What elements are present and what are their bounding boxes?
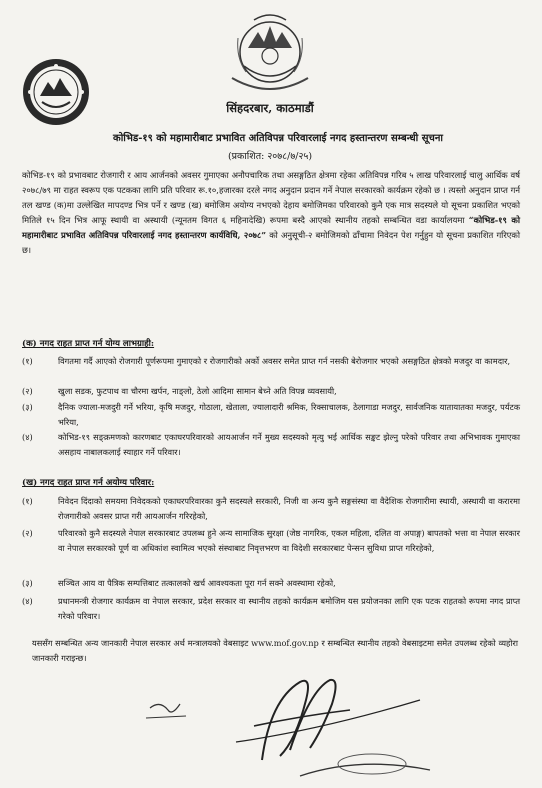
- handwritten-signature-icon: [0, 660, 542, 788]
- item-number: (२): [22, 386, 33, 396]
- item-text: खुला सडक, फुटपाथ वा चौरमा खर्पन, नाङ्लो, ठेलो आदिमा सामान बेच्ने अति विपन्न व्यवसायी,: [58, 386, 337, 396]
- item-text: परिवारको कुनै सदस्यले नेपाल सरकारबाट उपलब्ध हुने अन्य सामाजिक सुरक्षा (जेष्ठ नागरिक, एकल महिला, दलित वा अपाङ्ग) बापतको भत्ता वा नेपाल सरकार वा नेपाल सरकारको पूर्ण वा अधिकांश स्वामित्व भएको संस्थाबाट निवृत्तभरण वा विदेशी सरकारबाट पेन्सन सुविधा प्राप्त गरिरहेको,: [58, 528, 520, 553]
- item-text: विगतमा गर्दै आएको रोजगारी पूर्णरूपमा गुमाएको र रोजगारीको अर्को अवसर समेत प्राप्त गर्न नसकी बेरोजगार भएको असङ्गठित क्षेत्रको मजदुर वा कामदार,: [58, 356, 511, 366]
- government-emblem-icon: [218, 8, 322, 100]
- item-number: (२): [22, 528, 33, 538]
- list-item: [22, 430, 520, 459]
- item-text: प्रधानमन्त्री रोजगार कार्यक्रम वा नेपाल सरकार, प्रदेश सरकार वा स्थानीय तहको कार्यक्रम बमोजिम यस प्रयोजनका लागि एक पटक राहतको रूपमा नगद प्राप्त गरेको परिवार।: [58, 596, 520, 621]
- ministry-address: सिंहदरबार, काठमाडौं: [226, 101, 314, 115]
- list-item: [22, 354, 520, 369]
- ministry-seal-icon: [20, 56, 92, 128]
- item-number: (४): [22, 596, 33, 606]
- item-text: निवेदन दिंदाको समयमा निवेदकको एकाघरपरिवारका कुनै सदस्यले सरकारी, निजी वा अन्य कुनै सङ्गसंस्था वा वैदेशिक रोजगारीमा स्थायी, अस्थायी वा करारमा रोजगारीको अवसर प्राप्त गरी आयआर्जन गरिरहेको,: [58, 496, 520, 521]
- item-text: कोभिड-१९ सङ्क्रमणको कारणबाट एकाघरपरिवारको आयआर्जन गर्ने मुख्य सदस्यको मृत्यु भई आर्थिक सङ्कट झेल्नु परेको परिवार तथा अभिभावक गुमाएका असहाय नाबालकलाई स्याहार गर्ने परिवार।: [58, 432, 520, 457]
- list-item: [22, 576, 520, 591]
- section-a-heading: (क) नगद राहत प्राप्त गर्न योग्य लाभग्राही:: [22, 339, 155, 349]
- intro-end-text: को अनुसूची-२ बमोजिमको ढाँचामा निवेदन पेश गर्नुहुन यो सूचना प्रकाशित गरिएको छ।: [22, 230, 520, 255]
- intro-text: कोभिड-१९ को प्रभावबाट रोजगारी र आय आर्जनको अवसर गुमाएका अनौपचारिक तथा असङ्गठित क्षेत्रमा रहेका अतिविपन्न गरिब ५ लाख परिवारलाई चालु आर्थिक वर्ष २०७८/७९ मा राहत स्वरूप एक पटकका लागि प्रति परिवार रू.१०,हजारका दरले नगद अनुदान प्रदान गर्ने नेपाल सरकारको कार्यक्रम रहेको छ । त्यस्तो अनुदान प्राप्त गर्न तल खण्ड (क)मा उल्लेखित मापदण्ड भित्र पर्ने र खण्ड (ख) बमोजिम अयोग्य नभएको देहाय बमोजिमका परिवारको कुनै एक मात्र सदस्यले यो सूचना प्रकाशित भएको मितिले १५ दिन भित्र आफू स्थायी वा अस्थायी (न्यूनतम विगत ६ महिनादेखि) रूपमा बस्दै आएको स्थानीय तहको सम्बन्धित वडा कार्यालयमा: [22, 170, 520, 225]
- notice-title: कोभिड-१९ को महामारीबाट प्रभावित अतिविपन्न परिवारलाई नगद हस्तान्तरण सम्बन्धी सूचना: [113, 133, 443, 144]
- list-item: [22, 594, 520, 623]
- item-number: (४): [22, 432, 33, 442]
- intro-paragraph: [22, 168, 520, 258]
- list-item: [22, 494, 520, 523]
- published-date: (प्रकाशित: २०७८/७/२५): [227, 151, 313, 162]
- item-text: सञ्चित आय वा पैत्रिक सम्पत्तिबाट तत्कालको खर्च आवश्यकता पूरा गर्न सक्ने अवस्थामा रहेको,: [58, 578, 336, 588]
- item-number: (३): [22, 402, 33, 412]
- section-b-heading: (ख) नगद राहत प्राप्त गर्न अयोग्य परिवार:: [22, 478, 155, 488]
- list-item: [22, 384, 520, 399]
- procedure-name: “कोभिड-१९ को महामारीबाट प्रभावित अतिविपन्न परिवारलाई नगद हस्तान्तरण कार्यविधि, २०७८”: [22, 215, 520, 240]
- item-number: (३): [22, 578, 33, 588]
- list-item: [22, 400, 520, 429]
- item-number: (१): [22, 356, 33, 366]
- item-text: दैनिक ज्याला-मजदुरी गर्ने भरिया, कृषि मजदुर, गोठाला, खेताला, ज्यालादारी श्रमिक, रिक्साचालक, ठेलागाडा मजदुर, सार्वजनिक यातायातका मजदुर, पर्यटक भरिया,: [58, 402, 520, 427]
- closing-paragraph: यससँग सम्बन्धित अन्य जानकारी नेपाल सरकार अर्थ मन्त्रालयको वेबसाइट www.mof.gov.np र सम्बन्धित स्थानीय तहको वेबसाइटमा समेत उपलब्ध रहेको व्यहोरा जानकारी गराइन्छ।: [32, 638, 518, 663]
- list-item: [22, 526, 520, 555]
- item-number: (१): [22, 496, 33, 506]
